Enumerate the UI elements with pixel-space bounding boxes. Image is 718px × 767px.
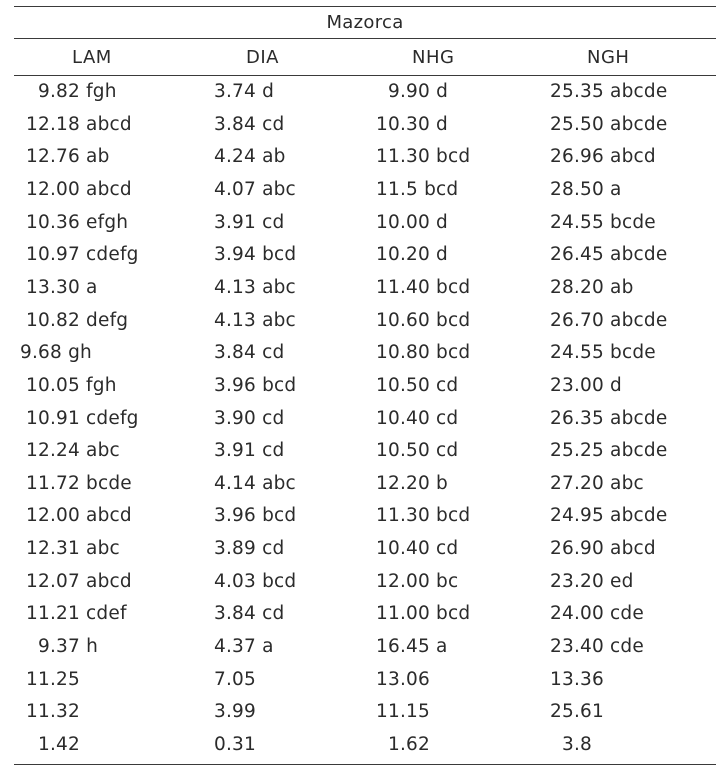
table-row — [14, 571, 716, 604]
table-row — [14, 701, 716, 734]
table-cell-lam: 10.82 defg — [26, 309, 129, 331]
table-cell-lam: 11.21 cdef — [26, 603, 127, 625]
table-cell-dia: 7.05 — [214, 668, 256, 690]
table-cell-dia: 3.84 cd — [214, 342, 285, 364]
table-cell-dia: 3.91 cd — [214, 211, 285, 233]
column-header-dia: DIA — [246, 47, 279, 68]
table-cell-nhg: 10.50 cd — [376, 374, 459, 396]
table-cell-lam: 10.91 cdefg — [26, 407, 139, 429]
table-cell-ngh: 28.50 a — [550, 178, 622, 200]
table-row — [14, 212, 716, 245]
table-cell-ngh: 26.96 abcd — [550, 146, 656, 168]
column-header-nhg: NHG — [412, 47, 455, 68]
table-cell-lam: 11.25 — [26, 668, 80, 690]
column-header-lam: LAM — [72, 47, 112, 68]
table-cell-nhg: 11.30 bcd — [376, 146, 471, 168]
table-cell-nhg: 16.45 a — [376, 636, 448, 658]
table-cell-ngh: 23.00 d — [550, 374, 622, 396]
table-row — [14, 408, 716, 441]
table-cell-dia: 3.91 cd — [214, 440, 285, 462]
table-cell-ngh: 24.95 abcde — [550, 505, 668, 527]
table-cell-ngh: 24.00 cde — [550, 603, 644, 625]
table-cell-dia: 4.37 a — [214, 636, 274, 658]
table-cell-ngh: 25.61 — [550, 701, 604, 723]
table-row — [14, 81, 716, 114]
table-cell-lam: 12.00 abcd — [26, 178, 132, 200]
table-cell-lam: 9.82 fgh — [38, 81, 117, 102]
table-cell-lam: 10.05 fgh — [26, 374, 117, 396]
bottom-rule — [14, 764, 716, 765]
table-cell-nhg: 9.90 d — [388, 81, 449, 102]
table-cell-nhg: 10.40 cd — [376, 538, 459, 560]
table-row — [14, 277, 716, 310]
table-row — [14, 669, 716, 702]
table-cell-dia: 4.13 abc — [214, 309, 296, 331]
table-cell-ngh: 26.35 abcde — [550, 407, 668, 429]
table-row — [14, 342, 716, 375]
table-cell-lam: 12.24 abc — [26, 440, 120, 462]
table-cell-ngh: 24.55 bcde — [550, 211, 656, 233]
table-row — [14, 538, 716, 571]
table-cell-dia: 3.74 d — [214, 81, 275, 102]
table-cell-ngh: 26.90 abcd — [550, 538, 656, 560]
table-cell-ngh: 13.36 — [550, 668, 604, 690]
table-cell-nhg: 10.30 d — [376, 113, 448, 135]
table-cell-nhg: 10.80 bcd — [376, 342, 471, 364]
table-cell-lam: 11.32 — [26, 701, 80, 723]
table-cell-dia: 3.89 cd — [214, 538, 285, 560]
table-cell-nhg: 11.40 bcd — [376, 276, 471, 298]
column-header-ngh: NGH — [587, 47, 630, 68]
table-cell-ngh: 26.70 abcde — [550, 309, 668, 331]
top-rule — [14, 6, 716, 7]
group-header-rule — [14, 38, 716, 39]
table-row — [14, 473, 716, 506]
table-cell-dia: 4.24 ab — [214, 146, 286, 168]
table-cell-nhg: 11.30 bcd — [376, 505, 471, 527]
table-cell-dia: 4.13 abc — [214, 276, 296, 298]
table-row — [14, 440, 716, 473]
table-cell-lam: 12.07 abcd — [26, 570, 132, 592]
table-cell-lam: 12.00 abcd — [26, 505, 132, 527]
table-cell-nhg: 11.5 bcd — [376, 178, 459, 200]
table-cell-nhg: 10.00 d — [376, 211, 448, 233]
table-cell-dia: 3.94 bcd — [214, 244, 297, 266]
table-cell-ngh: 27.20 abc — [550, 472, 644, 494]
table-cell-ngh: 25.35 abcde — [550, 81, 668, 102]
table-cell-ngh: 28.20 ab — [550, 276, 634, 298]
table-cell-dia: 0.31 — [214, 734, 256, 755]
table-cell-dia: 4.14 abc — [214, 472, 296, 494]
table-row — [14, 146, 716, 179]
table-cell-dia: 3.84 cd — [214, 603, 285, 625]
table-cell-dia: 3.84 cd — [214, 113, 285, 135]
table-cell-dia: 3.99 — [214, 701, 256, 723]
table-cell-dia: 3.90 cd — [214, 407, 285, 429]
table-cell-nhg: 10.60 bcd — [376, 309, 471, 331]
table-cell-lam: 12.31 abc — [26, 538, 120, 560]
table-cell-lam: 9.68 gh — [20, 342, 92, 364]
table-cell-nhg: 1.62 — [388, 734, 430, 755]
header-rule — [14, 75, 716, 76]
table-cell-lam: 10.36 efgh — [26, 211, 129, 233]
table-cell-ngh: 26.45 abcde — [550, 244, 668, 266]
table-cell-dia: 4.07 abc — [214, 178, 296, 200]
table-cell-ngh: 25.50 abcde — [550, 113, 668, 135]
table-cell-lam: 11.72 bcde — [26, 472, 132, 494]
table-row — [14, 603, 716, 636]
table-row — [14, 734, 716, 767]
table-row — [14, 244, 716, 277]
table-cell-dia: 3.96 bcd — [214, 505, 297, 527]
table-cell-ngh: 23.20 ed — [550, 570, 634, 592]
table-cell-nhg: 10.50 cd — [376, 440, 459, 462]
table-cell-lam: 1.42 — [38, 734, 80, 755]
table-cell-lam: 9.37 h — [38, 636, 98, 658]
table-cell-ngh: 23.40 cde — [550, 636, 644, 658]
table-cell-nhg: 11.15 — [376, 701, 430, 723]
table-cell-lam: 12.18 abcd — [26, 113, 132, 135]
table-cell-lam: 10.97 cdefg — [26, 244, 139, 266]
table-cell-ngh: 3.8 — [562, 734, 593, 755]
table-cell-nhg: 12.20 b — [376, 472, 448, 494]
table-cell-dia: 4.03 bcd — [214, 570, 297, 592]
table-row — [14, 310, 716, 343]
table-cell-nhg: 12.00 bc — [376, 570, 459, 592]
table-cell-nhg: 13.06 — [376, 668, 430, 690]
table-cell-ngh: 25.25 abcde — [550, 440, 668, 462]
table-row — [14, 505, 716, 538]
table-row — [14, 179, 716, 212]
table-row — [14, 375, 716, 408]
table-cell-nhg: 11.00 bcd — [376, 603, 471, 625]
table-cell-nhg: 10.40 cd — [376, 407, 459, 429]
table-cell-nhg: 10.20 d — [376, 244, 448, 266]
table-cell-lam: 12.76 ab — [26, 146, 110, 168]
table-cell-dia: 3.96 bcd — [214, 374, 297, 396]
table-row — [14, 636, 716, 669]
table-cell-ngh: 24.55 bcde — [550, 342, 656, 364]
table-row — [14, 114, 716, 147]
table-cell-lam: 13.30 a — [26, 276, 98, 298]
group-header: Mazorca — [326, 12, 404, 33]
